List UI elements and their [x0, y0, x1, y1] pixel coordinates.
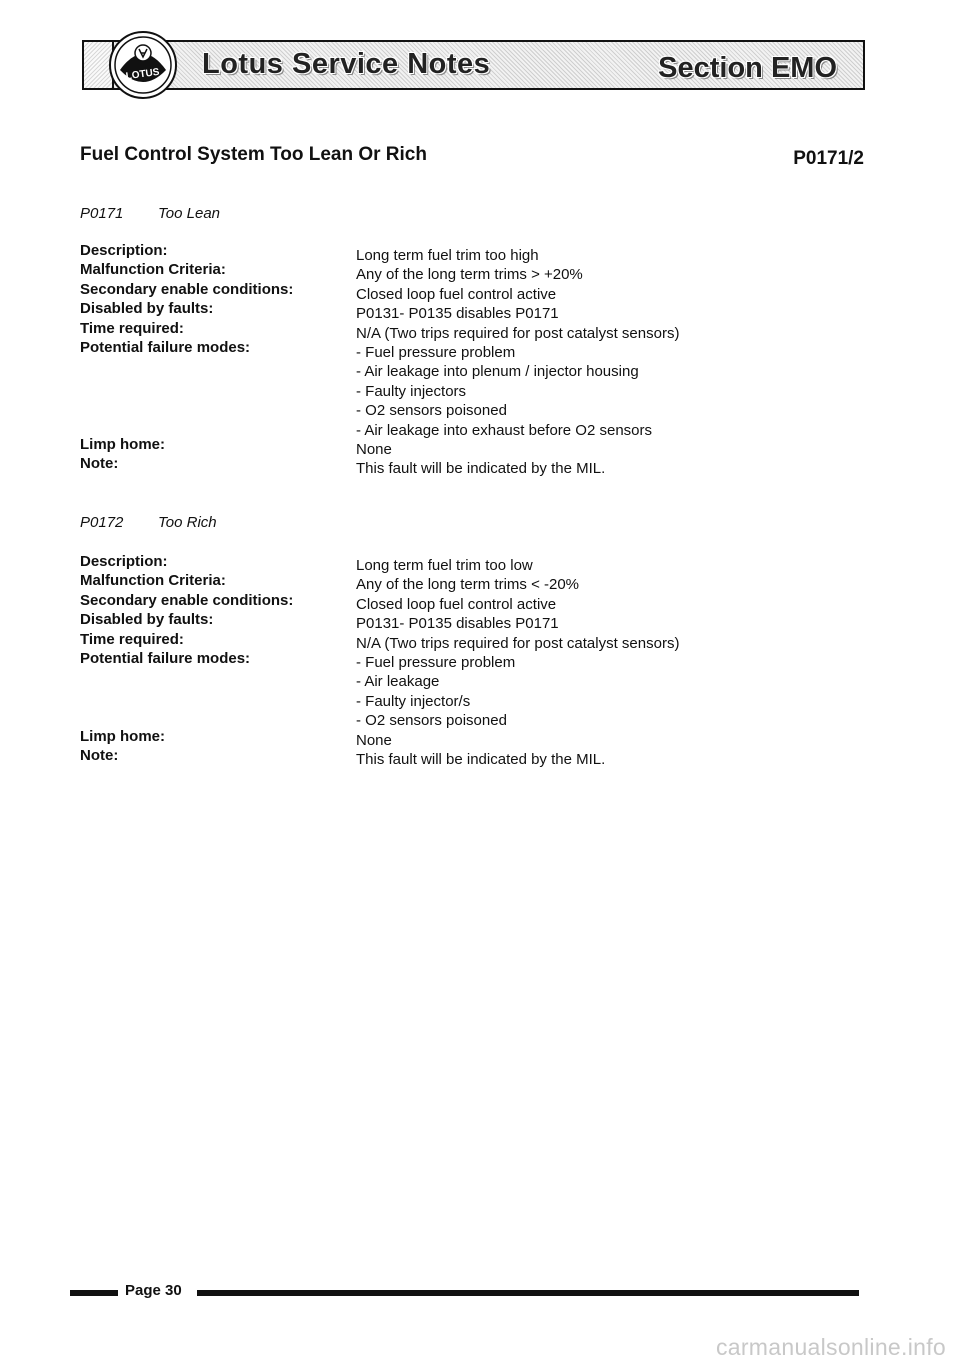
fault1-labels [80, 241, 293, 474]
value: P0131- P0135 disables P0171 [356, 615, 559, 633]
value: - Air leakage into plenum / injector housing [356, 363, 639, 381]
fault1-heading [80, 205, 220, 222]
label [80, 707, 293, 726]
value: This fault will be indicated by the MIL. [356, 460, 606, 478]
lotus-logo-icon [108, 30, 178, 100]
fault1-name: Too Lean [158, 205, 221, 222]
fault2-heading [80, 514, 217, 531]
label [80, 668, 293, 687]
page-title: Fuel Control System Too Lean Or Rich [80, 144, 427, 165]
label [80, 357, 293, 376]
label: Note: [80, 746, 119, 764]
banner-section: Section EMO [658, 52, 837, 84]
logo-text: LOTUS [125, 66, 161, 83]
value: None [356, 731, 392, 749]
value: - Fuel pressure problem [356, 343, 516, 361]
label [80, 377, 293, 396]
banner-title: Lotus Service Notes [202, 48, 491, 80]
value: N/A (Two trips required for post catalyst sensors) [356, 634, 680, 652]
label: Potential failure modes: [80, 338, 251, 356]
label: Secondary enable conditions: [80, 280, 294, 298]
label: Description: [80, 553, 168, 570]
value: Any of the long term trims < -20% [356, 576, 580, 594]
label: Malfunction Criteria: [80, 261, 226, 279]
value: N/A (Two trips required for post catalyst sensors) [356, 324, 680, 342]
label: Secondary enable conditions: [80, 591, 294, 609]
value: Closed loop fuel control active [356, 285, 557, 303]
fault1-code: P0171 [80, 205, 124, 222]
value: This fault will be indicated by the MIL. [356, 750, 606, 768]
value: - O2 sensors poisoned [356, 712, 507, 730]
fault2-values [356, 556, 679, 769]
value: - Faulty injector/s [356, 692, 471, 710]
label: Time required: [80, 630, 184, 648]
label: Disabled by faults: [80, 300, 214, 318]
value: - O2 sensors poisoned [356, 402, 507, 420]
label [80, 688, 293, 707]
value: - Air leakage [356, 673, 440, 691]
value: - Fuel pressure problem [356, 653, 516, 671]
label: Malfunction Criteria: [80, 572, 226, 590]
label [80, 416, 293, 435]
footer-rule-right [197, 1290, 859, 1296]
label: Time required: [80, 319, 184, 337]
fault2-name: Too Rich [158, 514, 217, 531]
label: Disabled by faults: [80, 611, 214, 629]
value: Closed loop fuel control active [356, 595, 557, 613]
value: - Air leakage into exhaust before O2 sensors [356, 421, 653, 439]
header-banner [82, 40, 865, 90]
fault2-code: P0172 [80, 514, 124, 531]
value: Long term fuel trim too high [356, 247, 539, 264]
label [80, 396, 293, 415]
footer-rule-left [70, 1290, 118, 1296]
label: Note: [80, 455, 119, 473]
value: Long term fuel trim too low [356, 557, 533, 574]
value: None [356, 440, 392, 458]
label: Description: [80, 242, 168, 259]
fault-code-title: P0171/2 [793, 148, 864, 169]
value: P0131- P0135 disables P0171 [356, 305, 559, 323]
fault2-labels [80, 552, 293, 765]
label: Potential failure modes: [80, 649, 251, 667]
value: Any of the long term trims > +20% [356, 266, 583, 284]
watermark: carmanualsonline.info [715, 1334, 946, 1360]
page-number: Page 30 [125, 1282, 182, 1299]
label: Limp home: [80, 435, 165, 453]
fault1-values [356, 246, 679, 479]
label: Limp home: [80, 727, 165, 745]
value: - Faulty injectors [356, 382, 467, 400]
